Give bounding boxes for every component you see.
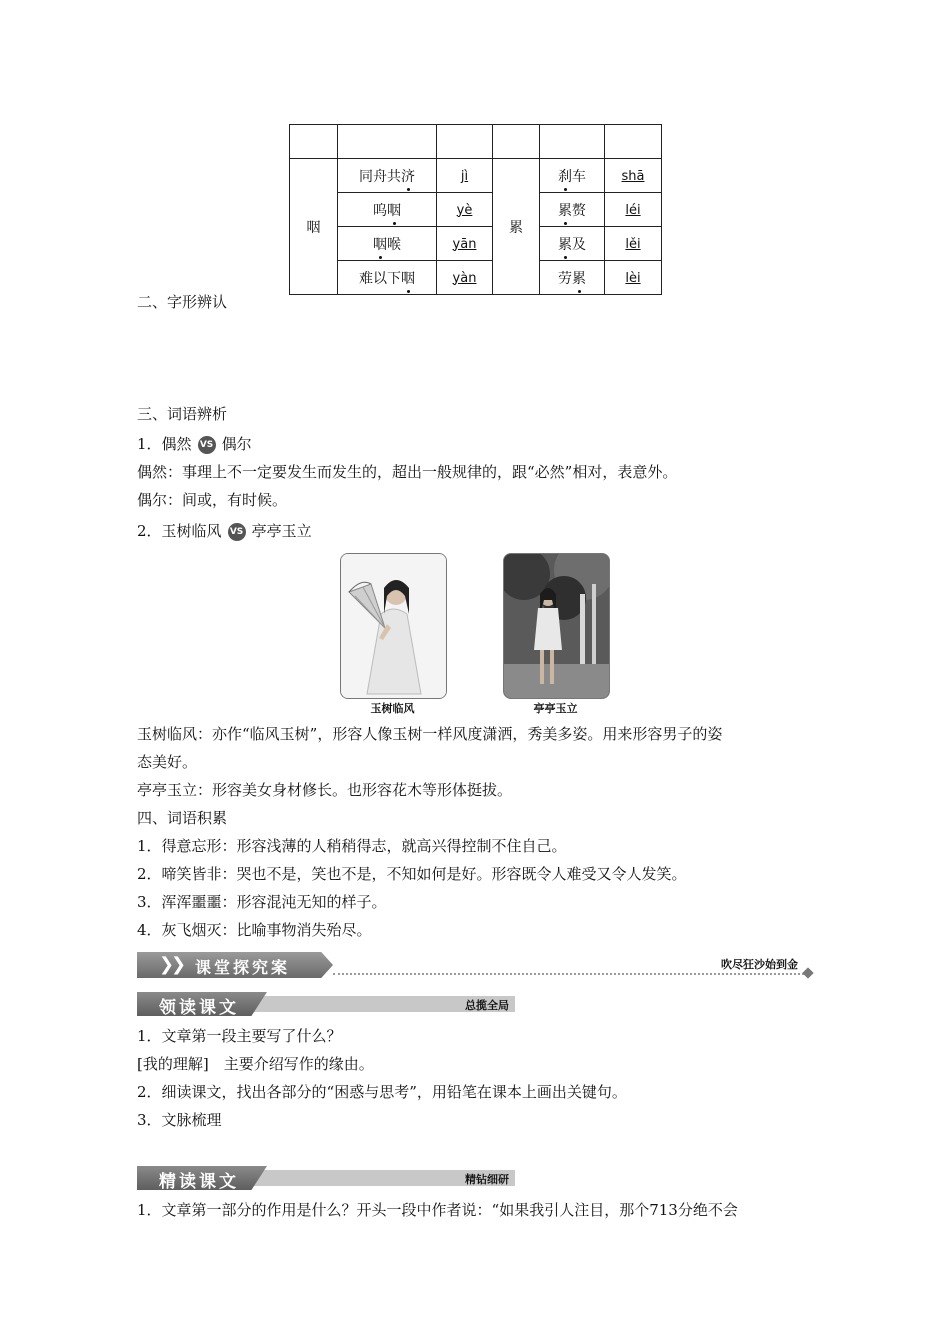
banner-title: 领读课文 (159, 998, 239, 1018)
question: 3．文脉梳理 (137, 1111, 222, 1129)
pinyin-cell: lèi (605, 261, 662, 295)
vs-icon: VS (198, 436, 216, 454)
table-row (290, 125, 662, 159)
banner-title: 精读课文 (159, 1172, 239, 1192)
table-row (290, 193, 662, 227)
table-row (290, 227, 662, 261)
table-cell (338, 125, 437, 159)
word-cell: 同舟共济 (338, 159, 437, 193)
photo-caption: 亭亭玉立 (533, 702, 578, 715)
question: 1．文章第一部分的作用是什么？开头一段中作者说：“如果我引人注目，那个713分绝不会 (137, 1201, 738, 1219)
intensive-reading-banner (137, 1166, 515, 1190)
class-inquiry-banner (137, 952, 812, 978)
photo-girl-in-forest (503, 553, 610, 699)
banner-subtitle: 吹尽狂沙始到金 (721, 958, 798, 971)
emphasis-char: 咽 (373, 234, 387, 254)
table-cell (605, 125, 662, 159)
word-cell: 呜咽 (338, 193, 437, 227)
definition: 态美好。 (137, 753, 198, 771)
emphasis-char: 累 (572, 268, 586, 288)
list-item: 1．得意忘形：形容浅薄的人稍稍得志，就高兴得控制不住自己。 (137, 837, 567, 855)
char-cell: 累 (493, 159, 540, 295)
emphasis-char: 济 (401, 166, 415, 186)
answer: [我的理解] 主要介绍写作的缘由。 (137, 1055, 374, 1073)
pinyin-cell: léi (605, 193, 662, 227)
word-cell: 难以下咽 (338, 261, 437, 295)
man-with-fan-illustration (341, 554, 446, 698)
emphasis-char: 累 (558, 234, 572, 254)
char-cell: 咽 (290, 159, 338, 295)
table-cell (493, 125, 540, 159)
emphasis-char: 刹 (558, 166, 572, 186)
pinyin-cell: jì (437, 159, 493, 193)
table-cell (540, 125, 605, 159)
list-item: 2．啼笑皆非：哭也不是，笑也不是，不知如何是好。形容既令人难受又令人发笑。 (137, 865, 687, 883)
word-cell: 累及 (540, 227, 605, 261)
section-heading: 四、词语积累 (137, 809, 228, 827)
vs-icon: VS (228, 523, 246, 541)
table-cell (290, 125, 338, 159)
emphasis-char: 累 (558, 200, 572, 220)
pronunciation-table (289, 124, 662, 295)
question: 1．文章第一段主要写了什么？ (137, 1027, 342, 1045)
word-pair: 2．玉树临风 VS 亭亭玉立 (137, 522, 312, 540)
diamond-icon (802, 967, 813, 978)
banner-title: 课堂探究案 (195, 958, 291, 977)
definition: 玉树临风：亦作“临风玉树”，形容人像玉树一样风度潇洒，秀美多姿。用来形容男子的姿 (137, 725, 723, 743)
emphasis-char: 咽 (401, 268, 415, 288)
word-cell: 累赘 (540, 193, 605, 227)
girl-in-forest-illustration (504, 554, 609, 698)
table-row (290, 159, 662, 193)
word-pair: 1．偶然 VS 偶尔 (137, 435, 252, 453)
list-item: 4．灰飞烟灭：比喻事物消失殆尽。 (137, 921, 372, 939)
pinyin-cell: yàn (437, 261, 493, 295)
word-cell: 咽喉 (338, 227, 437, 261)
section-heading: 二、字形辨认 (137, 293, 228, 311)
pinyin-cell: yān (437, 227, 493, 261)
photo-man-with-fan (340, 553, 447, 699)
word-cell: 劳累 (540, 261, 605, 295)
pinyin-cell: shā (605, 159, 662, 193)
banner-subtitle: 总揽全局 (465, 999, 509, 1012)
dotted-divider (333, 973, 804, 975)
definition: 偶尔：间或，有时候。 (137, 491, 288, 509)
photo-caption: 玉树临风 (370, 702, 415, 715)
pinyin-cell: lěi (605, 227, 662, 261)
word-cell: 刹车 (540, 159, 605, 193)
chevron-right-icon: ❯ (159, 954, 175, 975)
pinyin-cell: yè (437, 193, 493, 227)
chevron-right-icon: ❯ (171, 954, 187, 975)
definition: 偶然：事理上不一定要发生而发生的，超出一般规律的，跟“必然”相对，表意外。 (137, 463, 678, 481)
question: 2．细读课文，找出各部分的“困惑与思考”，用铅笔在课本上画出关键句。 (137, 1083, 627, 1101)
definition: 亭亭玉立：形容美女身材修长。也形容花木等形体挺拔。 (137, 781, 513, 799)
banner-subtitle: 精钻细研 (465, 1173, 509, 1186)
list-item: 3．浑浑噩噩：形容混沌无知的样子。 (137, 893, 387, 911)
emphasis-char: 咽 (387, 200, 401, 220)
table-row (290, 261, 662, 295)
lead-reading-banner (137, 992, 515, 1016)
section-heading: 三、词语辨析 (137, 405, 228, 423)
table-cell (437, 125, 493, 159)
